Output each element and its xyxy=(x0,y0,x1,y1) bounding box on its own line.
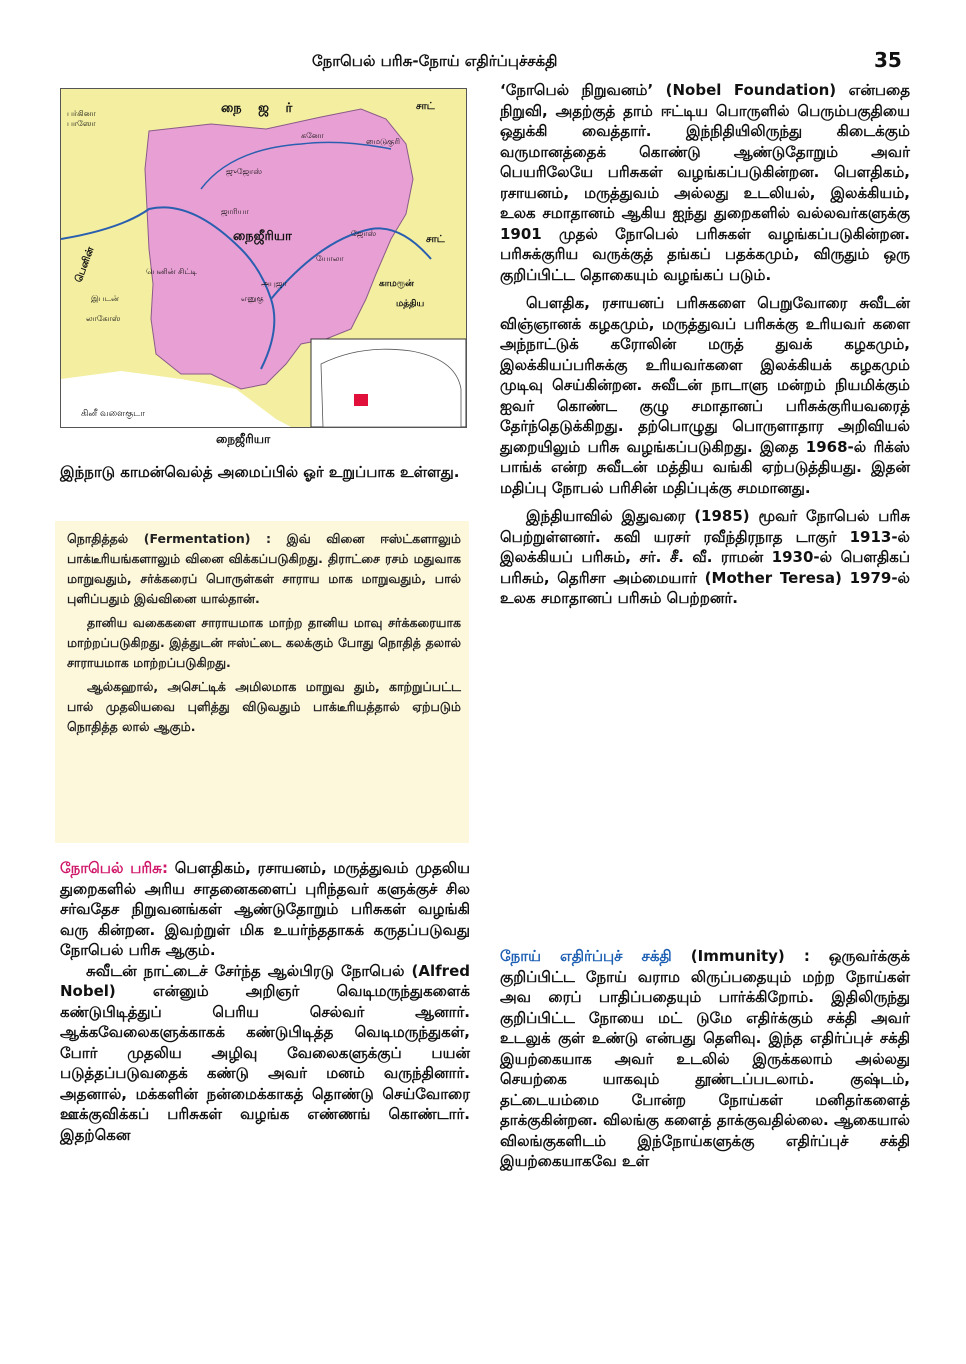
map-label-benin: பெனின் xyxy=(73,245,97,285)
nigeria-map xyxy=(60,88,467,428)
immunity-section xyxy=(500,946,910,1172)
map-city-jos: ஜோஸ் xyxy=(351,229,377,238)
map-label-niger: நை ஜ ர் xyxy=(221,101,299,116)
map-city-abuja: அபுஜா xyxy=(261,279,287,288)
fermentation-p1: நொதித்தல் (Fermentation) : இவ் வினை ஈஸ்ட்களாலும் பாக்டீரியங்களாலும் வினை விக்கப்படுகிறது. திராட்சை ரசம் மதுவாக மாறுவதும், சர்க்கரைப் பொருள்கள் சாராய மாக மாறுவதும், பால் புளிப்பதும் இவ்வினை யால்தான். xyxy=(67,531,461,606)
page-number: 35 xyxy=(874,48,902,72)
fermentation-p2: தானிய வகைகளை சாராயமாக மாற்ற தானிய மாவு சர்க்கரையாக மாற்றப்படுகிறது. இத்துடன் ஈஸ்ட்டை கலக்கும் போது நொதித் தலால் சாராயமாக மாற்றப்படுகிறது. xyxy=(67,615,461,670)
map-city-ibadan: இபடன் xyxy=(91,294,119,303)
inset-nigeria-marker xyxy=(354,394,368,406)
map-label-burkina: பர்கினா பாஸோ xyxy=(67,109,96,128)
map-label-cameroon: காமரூன் xyxy=(379,279,414,289)
map-label-chad-top: சாட் xyxy=(416,101,435,112)
map-label-gulf: கினீ வளைகுடா xyxy=(81,409,146,419)
fermentation-p3: ஆல்கஹால், அசெட்டிக் அமிலமாக மாறுவ தும், காற்றுப்பட்ட பால் முதலியவை புளித்து விடுவதும் பாக்டீரியத்தால் ஏற்படும் நொதித்த லால் ஆகும். xyxy=(67,679,461,734)
right-column-top xyxy=(500,80,910,609)
map-city-jujos: ஜுஜோஸ் xyxy=(226,167,262,176)
map-city-yola: யோலா xyxy=(316,254,344,263)
map-graphic xyxy=(61,89,466,427)
immunity-heading-en: (Immunity) : xyxy=(690,947,810,965)
africa-outline xyxy=(321,349,461,427)
map-label-central: மத்திய xyxy=(396,299,425,309)
running-title: நோபெல் பரிசு-நோய் எதிர்ப்புச்சக்தி xyxy=(312,52,558,70)
nobel-heading: நோபெல் பரிசு: xyxy=(60,859,168,877)
map-city-enugu: எனுகு xyxy=(241,294,264,303)
nobel-section xyxy=(60,858,470,1145)
fermentation-box xyxy=(55,521,469,843)
nobel-p1: பௌதிகம், ரசாயனம், மருத்துவம் முதலிய துறைகளில் அரிய சாதனைகளைப் புரிந்தவர் களுக்குச் சில சர்வதேச நிறுவனங்கள் ஆண்டுதோறும் பரிசுகள் வழங்கி வரு கின்றன. இவற்றுள் மிக உயர்ந்ததாகக் கருதப்படுவது நோபெல் பரிசு ஆகும். xyxy=(60,859,470,959)
intro-paragraph xyxy=(60,462,468,483)
immunity-paragraph: ஒருவர்க்குக் குறிப்பிட்ட நோய் வராம லிருப்பதையும் மற்ற நோய்கள் அவ ரைப் பாதிப்பதையும் பார்க்கிறோம். இதிலிருந்து குறிப்பிட்ட நோயை மட் டுமே எதிர்க்கும் சக்தி அவர் உடலுக் குள் உண்டு என்பது தெளிவு. இந்த எதிர்ப்புச் சக்தி இயற்கையாக அவர் உடலில் இருக்கலாம் அல்லது செயற்கை யாகவும் தூண்டப்படலாம். குஷ்டம், தட்டையம்மை போன்ற நோய்கள் மனிதர்களைத் தாக்குகின்றன. விலங்கு களைத் தாக்குவதில்லை. ஆகையால் விலங்குகளிடம் இந்நோய்களுக்கு எதிர்ப்புச் சக்தி இயற்கையாகவே உள் xyxy=(500,947,910,1170)
page-header xyxy=(0,48,966,82)
right-p3: இந்தியாவில் இதுவரை (1985) மூவர் நோபெல் பரிசு பெற்றுள்ளனர். கவி யரசர் ரவீந்திரநாத டாகுர் 1913-ல் இலக்கியப் பரிசும், சர். சீ. வீ. ராமன் 1930-ல் பௌதிகப் பரிசும், தெரிசா அம்மையார் (Mother Teresa) 1979-ல் உலக சமாதானப் பரிசும் பெற்றனர். xyxy=(500,507,910,607)
map-city-zaria: ஜாரியா xyxy=(221,207,249,216)
right-p1: ‘நோபெல் நிறுவனம்’ (Nobel Foundation) என்பதை நிறுவி, அதற்குத் தாம் ஈட்டிய பொருளில் பெரும்பகுதியை ஒதுக்கி வைத்தார். இந்நிதியிலிருந்து கிடைக்கும் வருமானத்தைக் கொண்டு ஆண்டுதோறும் அவர் பெயரிலேயே பரிசுகள் வழங்கப்படுகின்றன. பௌதிகம், ரசாயனம், மருத்துவம் அல்லது உடலியல், இலக்கியம், உலக சமாதானம் ஆகிய ஐந்து துறைகளில் வல்லவர்களுக்கு 1901 முதல் நோபெல் பரிசுகள் வழங்கப்படுகின்றன. பரிசுக்குரிய வருக்குத் தங்கப் பதக்கமும், விருதும் ஒரு குறிப்பிட்ட தொகையும் வழங்கப் படும். xyxy=(500,81,910,284)
map-label-nigeria: நைஜீரியா xyxy=(233,229,292,244)
intro-text: இந்நாடு காமன்வெல்த் அமைப்பில் ஓர் உறுப்பாக உள்ளது. xyxy=(60,463,460,481)
map-city-maiduguri: மைடுகுரி xyxy=(366,137,400,146)
map-label-chad-right: சாட் xyxy=(426,234,445,245)
map-caption: நைஜீரியா xyxy=(216,432,271,446)
immunity-heading: நோய் எதிர்ப்புச் சக்தி xyxy=(500,947,672,965)
map-city-benin-city: பெனின் சிட்டி xyxy=(146,267,198,276)
right-p2: பௌதிக, ரசாயனப் பரிசுகளை பெறுவோரை சுவீடன் விஞ்ஞானக் கழகமும், மருத்துவப் பரிசுக்கு உரியவர் களை அந்நாட்டுக் கரோலின் மருத் துவக் கழகமும், இலக்கியப்பரிசுக்கு உரியவர்களை இலக்கியக் கழகமும் முடிவு செய்கின்றன. சுவீடன் நாடாளு மன்றம் நியமிக்கும் ஐவர் கொண்ட குழு சமாதானப் பரிசுக்குரியவரைத் தேர்ந்தெடுக்கிறது. தற்பொழுது பொருளாதார அறிவியல் துறையிலும் பரிசு வழங்கப்படுகிறது. இதை 1968-ல் ரிக்ஸ் பாங்க் என்ற சுவீடன் மத்திய வங்கி ஏற்படுத்தியது. இதன் மதிப்பு நோபல் பரிசின் மதிப்புக்கு சமமானது. xyxy=(500,294,910,497)
nobel-p2: சுவீடன் நாட்டைச் சேர்ந்த ஆல்பிரடு நோபெல் (Alfred Nobel) என்னும் அறிஞர் வெடிமருந்துகளைக் கண்டுபிடித்துப் பெரிய செல்வர் ஆனார். ஆக்கவேலைகளுக்காகக் கண்டுபிடித்த வெடிமருந்துகள், போர் முதலிய அழிவு வேலைகளுக்குப் பயன் படுத்தப்படுவதைக் கண்டு அவர் மனம் வருந்தினார். அதனால், மக்களின் நன்மைக்காகத் தொண்டு செய்வோரை ஊக்குவிக்கப் பரிசுகள் வழங்க எண்ணங் கொண்டார். இதற்கென xyxy=(60,961,470,1144)
map-city-lagos: லாகோஸ் xyxy=(86,314,121,323)
map-city-kano: கனோ xyxy=(301,131,324,140)
